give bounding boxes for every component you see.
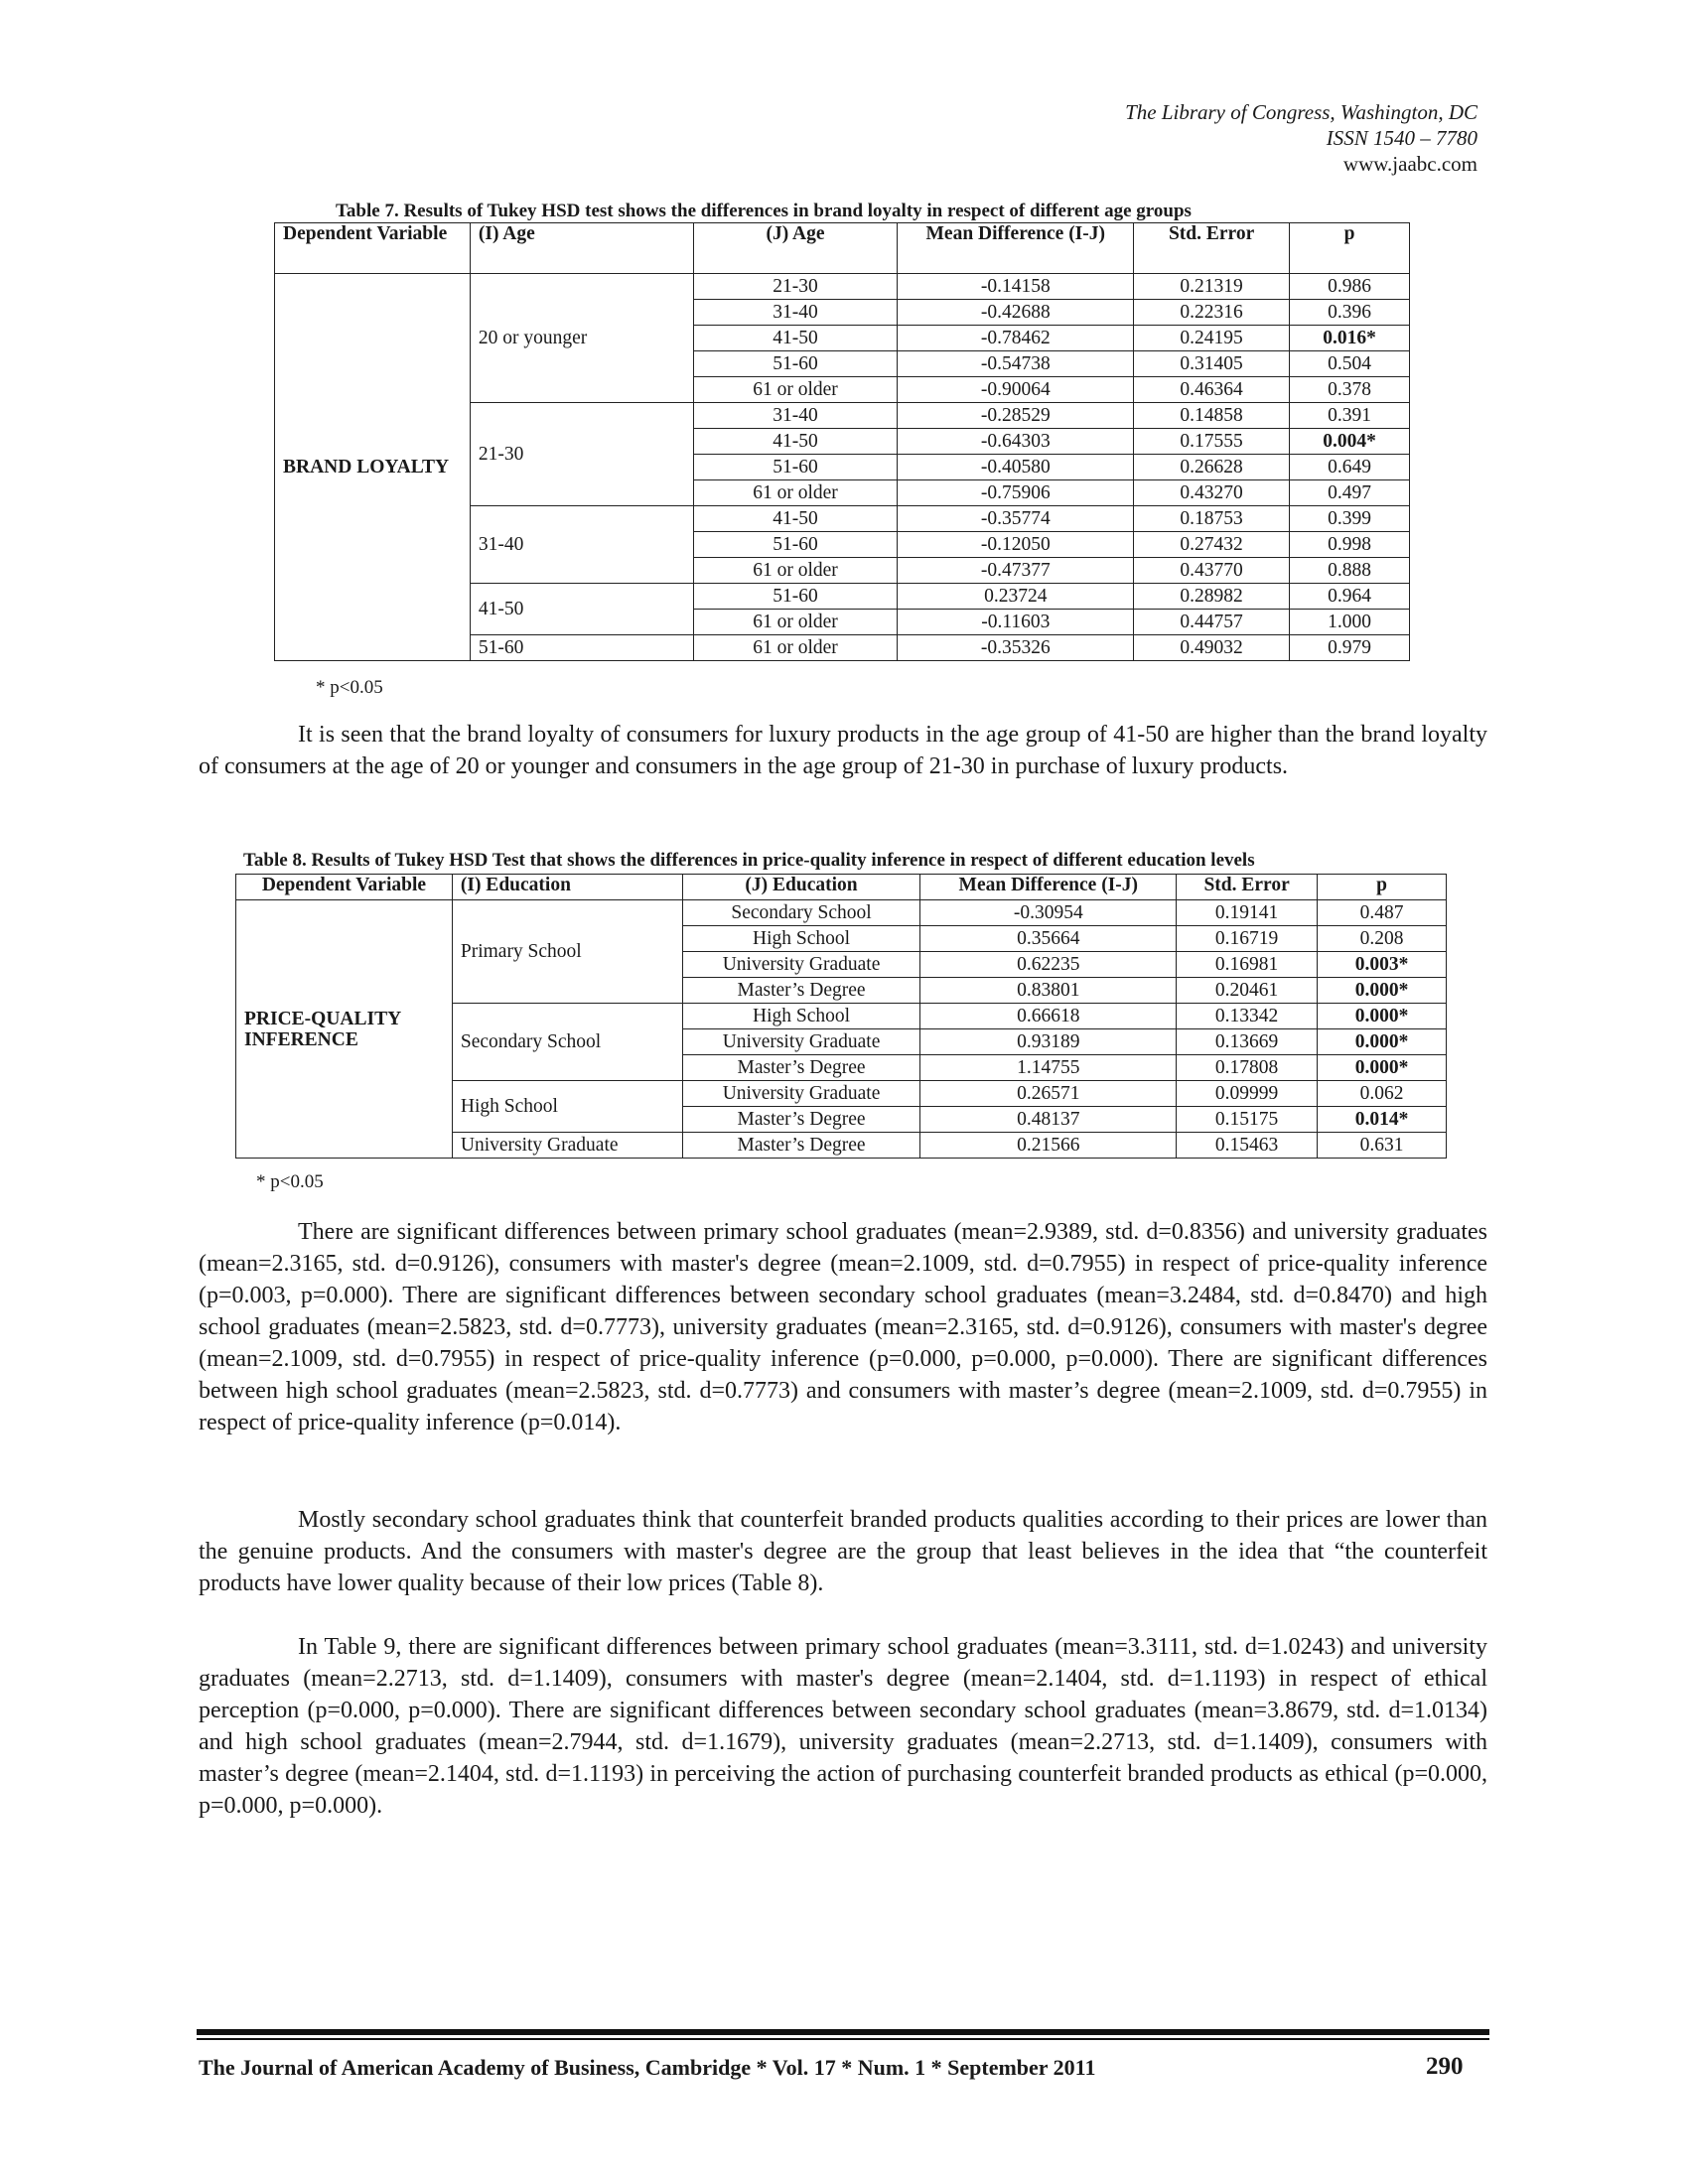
running-header (1125, 99, 1477, 177)
mean-difference-cell: -0.28529 (898, 403, 1134, 429)
j-value-cell: 51-60 (693, 532, 898, 558)
std-error-cell: 0.16981 (1177, 952, 1318, 978)
std-error-cell: 0.44757 (1134, 610, 1290, 635)
paragraph-ethical-perception: In Table 9, there are significant differences between primary school graduates (mean=3.3111, std. d=1.0243) and university graduates (mean=2.2713, std. d=1.1409), consumers with master's degree (mean=2.1404, std. d=1.1193) in respect of ethical perception (p=0.000, p=0.000). There are significant differences between secondary school graduates (mean=3.8679, std. d=1.0134) and high school graduates (mean=2.7944, std. d=1.1679), university graduates (mean=2.2713, std. d=1.1409), consumers with master’s degree (mean=2.1404, std. d=1.1193) in perceiving the action of purchasing counterfeit branded products as ethical (p=0.000, p=0.000, p=0.000). (199, 1634, 1487, 1819)
mean-difference-cell: -0.47377 (898, 558, 1134, 584)
table8-col-p: p (1318, 875, 1447, 900)
table7-group-label: 21-30 (470, 403, 693, 506)
p-value-cell: 0.986 (1290, 274, 1410, 300)
table7-col-dependent: Dependent Variable (275, 223, 471, 274)
j-value-cell: 61 or older (693, 610, 898, 635)
std-error-cell: 0.19141 (1177, 900, 1318, 926)
std-error-cell: 0.18753 (1134, 506, 1290, 532)
table8-caption: Table 8. Results of Tukey HSD Test that shows the differences in price-quality inference in respect of different education levels (243, 850, 1255, 871)
table8-col-j-education: (J) Education (682, 875, 920, 900)
table8-note: * p<0.05 (256, 1171, 324, 1192)
std-error-cell: 0.20461 (1177, 978, 1318, 1004)
std-error-cell: 0.31405 (1134, 351, 1290, 377)
paragraph-brand-loyalty: It is seen that the brand loyalty of consumers for luxury products in the age group of 41-50 are higher than the brand loyalty of consumers at the age of 20 or younger and consumers in the age group of 21-30 in purchase of luxury products. (199, 722, 1487, 779)
mean-difference-cell: -0.78462 (898, 326, 1134, 351)
mean-difference-cell: 0.23724 (898, 584, 1134, 610)
std-error-cell: 0.15175 (1177, 1107, 1318, 1133)
std-error-cell: 0.14858 (1134, 403, 1290, 429)
std-error-cell: 0.17808 (1177, 1055, 1318, 1081)
p-value-cell: 0.399 (1290, 506, 1410, 532)
mean-difference-cell: -0.42688 (898, 300, 1134, 326)
p-value-cell: 0.487 (1318, 900, 1447, 926)
j-value-cell: 21-30 (693, 274, 898, 300)
p-value-cell: 0.497 (1290, 480, 1410, 506)
std-error-cell: 0.43270 (1134, 480, 1290, 506)
p-value-cell: 0.014* (1318, 1107, 1447, 1133)
table7-col-std-error: Std. Error (1134, 223, 1290, 274)
p-value-cell: 0.378 (1290, 377, 1410, 403)
p-value-cell: 0.396 (1290, 300, 1410, 326)
j-value-cell: Master’s Degree (682, 1055, 920, 1081)
j-value-cell: 61 or older (693, 558, 898, 584)
table8-col-dependent: Dependent Variable (236, 875, 453, 900)
table7-note: * p<0.05 (316, 677, 383, 698)
std-error-cell: 0.43770 (1134, 558, 1290, 584)
j-value-cell: University Graduate (682, 1081, 920, 1107)
table7-col-j-age: (J) Age (693, 223, 898, 274)
mean-difference-cell: 0.93189 (920, 1029, 1177, 1055)
mean-difference-cell: 0.62235 (920, 952, 1177, 978)
p-value-cell: 0.004* (1290, 429, 1410, 455)
j-value-cell: 51-60 (693, 455, 898, 480)
std-error-cell: 0.24195 (1134, 326, 1290, 351)
p-value-cell: 0.003* (1318, 952, 1447, 978)
j-value-cell: 41-50 (693, 326, 898, 351)
table8-header-row (236, 875, 1447, 900)
table7-col-i-age: (I) Age (470, 223, 693, 274)
table7 (274, 222, 1410, 661)
mean-difference-cell: 0.66618 (920, 1004, 1177, 1029)
std-error-cell: 0.13669 (1177, 1029, 1318, 1055)
j-value-cell: 31-40 (693, 403, 898, 429)
p-value-cell: 0.000* (1318, 1004, 1447, 1029)
p-value-cell: 0.016* (1290, 326, 1410, 351)
p-value-cell: 0.062 (1318, 1081, 1447, 1107)
mean-difference-cell: 0.26571 (920, 1081, 1177, 1107)
p-value-cell: 0.979 (1290, 635, 1410, 661)
footer-journal: The Journal of American Academy of Business, Cambridge * Vol. 17 * Num. 1 * September 2011 (199, 2055, 1096, 2080)
std-error-cell: 0.17555 (1134, 429, 1290, 455)
j-value-cell: Master’s Degree (682, 1107, 920, 1133)
mean-difference-cell: -0.30954 (920, 900, 1177, 926)
table8-group-label: University Graduate (452, 1133, 682, 1159)
j-value-cell: Secondary School (682, 900, 920, 926)
j-value-cell: High School (682, 926, 920, 952)
table7-group-label: 51-60 (470, 635, 693, 661)
p-value-cell: 0.000* (1318, 1029, 1447, 1055)
mean-difference-cell: -0.90064 (898, 377, 1134, 403)
table8-group-label: Primary School (452, 900, 682, 1004)
p-value-cell: 0.888 (1290, 558, 1410, 584)
table8-col-std-error: Std. Error (1177, 875, 1318, 900)
std-error-cell: 0.26628 (1134, 455, 1290, 480)
std-error-cell: 0.46364 (1134, 377, 1290, 403)
mean-difference-cell: -0.64303 (898, 429, 1134, 455)
std-error-cell: 0.49032 (1134, 635, 1290, 661)
j-value-cell: High School (682, 1004, 920, 1029)
mean-difference-cell: -0.40580 (898, 455, 1134, 480)
j-value-cell: 61 or older (693, 480, 898, 506)
mean-difference-cell: 1.14755 (920, 1055, 1177, 1081)
table7-group-label: 20 or younger (470, 274, 693, 403)
table8-group-label: Secondary School (452, 1004, 682, 1081)
j-value-cell: University Graduate (682, 1029, 920, 1055)
p-value-cell: 0.631 (1318, 1133, 1447, 1159)
p-value-cell: 0.000* (1318, 978, 1447, 1004)
j-value-cell: 61 or older (693, 377, 898, 403)
header-issn: ISSN 1540 – 7780 (1326, 126, 1477, 150)
mean-difference-cell: -0.35774 (898, 506, 1134, 532)
header-website: www.jaabc.com (1342, 152, 1477, 176)
std-error-cell: 0.21319 (1134, 274, 1290, 300)
mean-difference-cell: -0.11603 (898, 610, 1134, 635)
footer-rule-thin (197, 2038, 1489, 2040)
mean-difference-cell: -0.12050 (898, 532, 1134, 558)
p-value-cell: 0.964 (1290, 584, 1410, 610)
j-value-cell: 51-60 (693, 584, 898, 610)
mean-difference-cell: 0.83801 (920, 978, 1177, 1004)
p-value-cell: 0.208 (1318, 926, 1447, 952)
table7-col-p: p (1290, 223, 1410, 274)
table8-group-label: High School (452, 1081, 682, 1133)
mean-difference-cell: -0.35326 (898, 635, 1134, 661)
p-value-cell: 0.649 (1290, 455, 1410, 480)
paragraph-price-quality: There are significant differences between primary school graduates (mean=2.9389, std. d=0.8356) and university graduates (mean=2.3165, std. d=0.9126), consumers with master's degree (mean=2.1009, std. d=0.7955) in respect of price-quality inference (p=0.003, p=0.000). There are significant differences between secondary school graduates (mean=3.2484, std. d=0.8470) and high school graduates (mean=2.5823, std. d=0.7773), university graduates (mean=2.3165, std. d=0.9126), consumers with master's degree (mean=2.1009, std. d=0.7955) in respect of price-quality inference (p=0.000, p=0.000, p=0.000). There are significant differences between high school graduates (mean=2.5823, std. d=0.7773) and consumers with master’s degree (mean=2.1009, std. d=0.7955) in respect of price-quality inference (p=0.014). (199, 1219, 1487, 1435)
mean-difference-cell: -0.54738 (898, 351, 1134, 377)
std-error-cell: 0.09999 (1177, 1081, 1318, 1107)
footer-rule-thick (197, 2029, 1489, 2035)
j-value-cell: 51-60 (693, 351, 898, 377)
mean-difference-cell: 0.21566 (920, 1133, 1177, 1159)
table7-col-mean-diff: Mean Difference (I-J) (898, 223, 1134, 274)
j-value-cell: University Graduate (682, 952, 920, 978)
table7-header-row (275, 223, 1410, 274)
p-value-cell: 0.504 (1290, 351, 1410, 377)
p-value-cell: 1.000 (1290, 610, 1410, 635)
p-value-cell: 0.998 (1290, 532, 1410, 558)
table7-caption: Table 7. Results of Tukey HSD test shows the differences in brand loyalty in respect of different age groups (336, 201, 1192, 221)
header-library: The Library of Congress, Washington, DC (1125, 100, 1477, 124)
table7-dependent-variable: BRAND LOYALTY (275, 274, 471, 661)
j-value-cell: 31-40 (693, 300, 898, 326)
j-value-cell: Master’s Degree (682, 1133, 920, 1159)
p-value-cell: 0.000* (1318, 1055, 1447, 1081)
j-value-cell: 41-50 (693, 506, 898, 532)
table8 (235, 874, 1447, 1159)
std-error-cell: 0.28982 (1134, 584, 1290, 610)
j-value-cell: 61 or older (693, 635, 898, 661)
mean-difference-cell: 0.48137 (920, 1107, 1177, 1133)
std-error-cell: 0.16719 (1177, 926, 1318, 952)
mean-difference-cell: -0.75906 (898, 480, 1134, 506)
std-error-cell: 0.22316 (1134, 300, 1290, 326)
table7-group-label: 41-50 (470, 584, 693, 635)
j-value-cell: 41-50 (693, 429, 898, 455)
std-error-cell: 0.15463 (1177, 1133, 1318, 1159)
mean-difference-cell: 0.35664 (920, 926, 1177, 952)
mean-difference-cell: -0.14158 (898, 274, 1134, 300)
table8-col-i-education: (I) Education (452, 875, 682, 900)
paragraph-counterfeit-quality: Mostly secondary school graduates think that counterfeit branded products qualities according to their prices are lower than the genuine products. And the consumers with master's degree are the group that least believes in the idea that “the counterfeit products have lower quality because of their low prices (Table 8). (199, 1507, 1487, 1596)
j-value-cell: Master’s Degree (682, 978, 920, 1004)
std-error-cell: 0.27432 (1134, 532, 1290, 558)
table8-dependent-variable: PRICE-QUALITY INFERENCE (236, 900, 453, 1159)
table-row (236, 900, 1447, 926)
std-error-cell: 0.13342 (1177, 1004, 1318, 1029)
p-value-cell: 0.391 (1290, 403, 1410, 429)
page-number: 290 (1426, 2053, 1464, 2080)
table7-group-label: 31-40 (470, 506, 693, 584)
table8-col-mean-diff: Mean Difference (I-J) (920, 875, 1177, 900)
table-row (275, 274, 1410, 300)
